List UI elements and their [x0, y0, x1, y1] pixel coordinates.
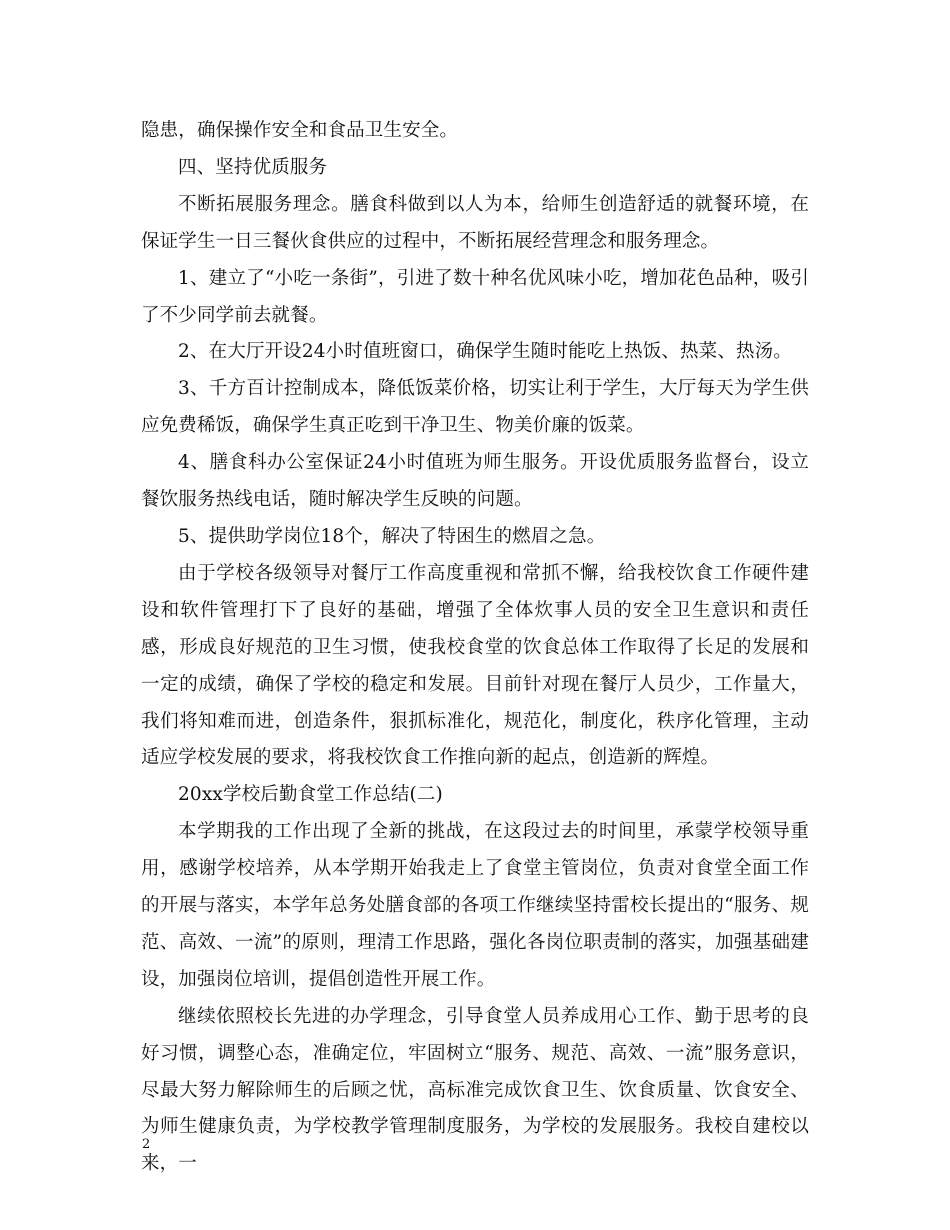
paragraph-10: 本学期我的工作出现了全新的挑战，在这段过去的时间里，承蒙学校领导重用，感谢学校培养，从本学期开始我走上了食堂主管岗位，负责对食堂全面工作的开展与落实，本学年总务处膳食部的各项工作继续坚持雷校长提出的“服务、规范、高效、一流”的原则，理清工作思路，强化各岗位职责制的落实，加强基础建设，加强岗位培训，提倡创造性开展工作。 [141, 821, 809, 990]
list-item-2: 2、在大厅开设24小时值班窗口，确保学生随时能吃上热饭、热菜、热汤。 [178, 341, 792, 363]
document-body [141, 113, 809, 1183]
list-item-4: 4、膳食科办公室保证24小时值班为师生服务。开设优质服务监督台，设立餐饮服务热线电话，随时解决学生反映的问题。 [141, 452, 809, 511]
paragraph-0: 隐患，确保操作安全和食品卫生安全。 [141, 120, 459, 141]
paragraph-2: 不断拓展服务理念。膳食科做到以人为本，给师生创造舒适的就餐环境，在保证学生一日三餐伙食供应的过程中，不断拓展经营理念和服务理念。 [141, 193, 809, 252]
list-item-5: 5、提供助学岗位18个，解决了特困生的燃眉之急。 [178, 525, 606, 547]
paragraph-11: 继续依照校长先进的办学理念，引导食堂人员养成用心工作、勤于思考的良好习惯，调整心态，准确定位，牢固树立“服务、规范、高效、一流”服务意识，尽最大努力解除师生的后顾之忧，高标准完成饮食卫生、饮食质量、饮食安全、为师生健康负责，为学校教学管理制度服务，为学校的发展服务。我校自建校以来，一 [141, 1005, 809, 1175]
page-number: 2 [142, 1137, 151, 1152]
paragraph-8: 由于学校各级领导对餐厅工作高度重视和常抓不懈，给我校饮食工作硬件建设和软件管理打下了良好的基础，增强了全体炊事人员的安全卫生意识和责任感，形成良好规范的卫生习惯，使我校食堂的饮食总体工作取得了长足的发展和一定的成绩，确保了学校的稳定和发展。目前针对现在餐厅人员少，工作量大，我们将知难而进，创造条件，狠抓标准化，规范化，制度化，秩序化管理，主动适应学校发展的要求，将我校饮食工作推向新的起点，创造新的辉煌。 [141, 562, 809, 769]
section-heading-quality-service: 四、坚持优质服务 [178, 156, 328, 178]
list-item-1: 1、建立了“小吃一条街”，引进了数十种名优风味小吃，增加花色品种，吸引了不少同学前去就餐。 [141, 267, 809, 326]
list-item-3: 3、千方百计控制成本，降低饭菜价格，切实让利于学生，大厅每天为学生供应免费稀饭，确保学生真正吃到干净卫生、物美价廉的饭菜。 [141, 378, 809, 437]
section-title-summary-2: 20xx学校后勤食堂工作总结(二) [178, 784, 443, 806]
